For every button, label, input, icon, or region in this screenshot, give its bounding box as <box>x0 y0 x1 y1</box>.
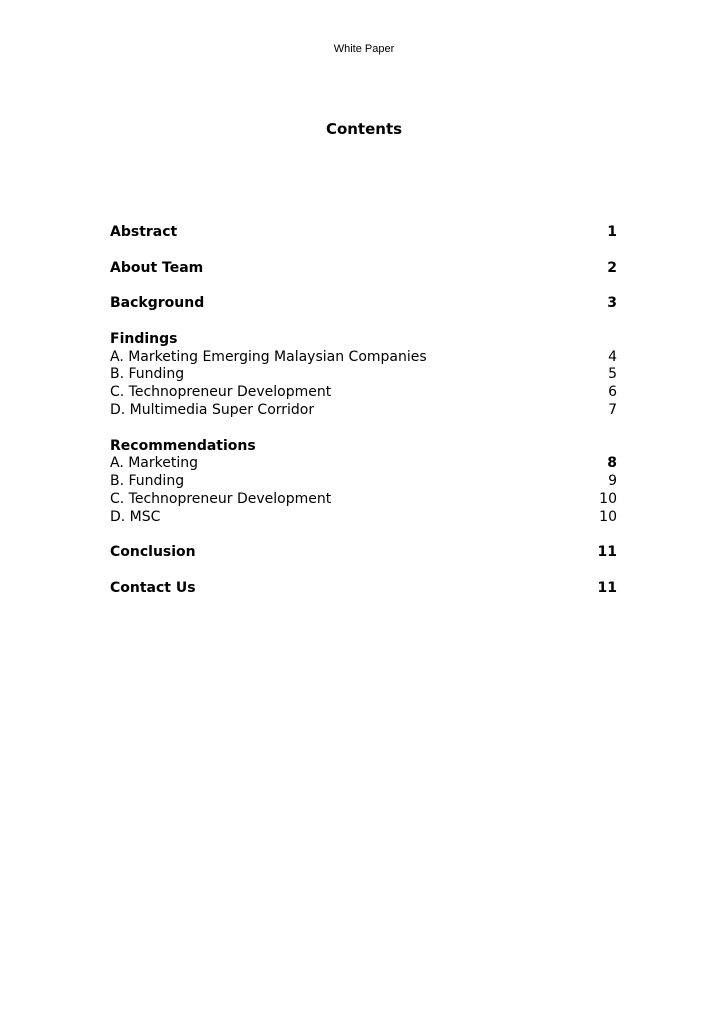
toc-entry-conclusion[interactable] <box>110 544 617 562</box>
toc-page-number: 3 <box>607 295 617 312</box>
toc-page-number: 10 <box>599 508 617 525</box>
toc-entry-label: A. Marketing <box>110 455 199 472</box>
toc-entry-findings-funding[interactable] <box>110 366 617 384</box>
toc-entry-background[interactable] <box>110 295 617 313</box>
toc-entry-findings-msc[interactable] <box>110 402 617 420</box>
toc-page-number: 1 <box>607 224 617 240</box>
page-header: White Paper <box>333 43 395 55</box>
toc-entry-recommendations-msc[interactable] <box>110 509 617 527</box>
toc-page-number: 4 <box>608 348 617 365</box>
toc-entry-label: D. MSC <box>110 508 161 525</box>
toc-section-heading: Findings <box>110 330 178 347</box>
toc-entry-findings-technopreneur[interactable] <box>110 384 617 402</box>
toc-page-number: 7 <box>608 401 617 418</box>
toc-entry-abstract[interactable] <box>110 224 617 242</box>
toc-section-recommendations <box>110 438 617 456</box>
toc-entry-findings-marketing[interactable] <box>110 349 617 367</box>
toc-entry-label: C. Technopreneur Development <box>110 384 332 401</box>
toc-entry-label: A. Marketing Emerging Malaysian Companies <box>110 348 427 365</box>
toc-page-number: 8 <box>607 455 617 472</box>
toc-entry-label: Contact Us <box>110 579 196 596</box>
toc-entry-label: About Team <box>110 259 204 276</box>
toc-page-number: 11 <box>597 544 617 561</box>
toc-entry-recommendations-funding[interactable] <box>110 473 617 491</box>
toc-section-heading: Recommendations <box>110 437 256 454</box>
toc-page-number: 11 <box>597 579 617 596</box>
toc-entry-label: Conclusion <box>110 544 196 561</box>
toc-entry-recommendations-marketing[interactable] <box>110 455 617 473</box>
toc-page-number: 2 <box>607 259 617 276</box>
toc-entry-recommendations-technopreneur[interactable] <box>110 491 617 509</box>
toc-entry-label: Background <box>110 295 205 312</box>
toc-entry-contact-us[interactable] <box>110 580 617 598</box>
toc-page-number: 10 <box>599 490 617 507</box>
toc-entry-label: Abstract <box>110 224 178 240</box>
toc-entry-label: C. Technopreneur Development <box>110 490 332 507</box>
toc-page-number: 5 <box>608 366 617 383</box>
toc-entry-label: B. Funding <box>110 473 185 490</box>
toc-entry-label: B. Funding <box>110 366 185 383</box>
toc-entry-about-team[interactable] <box>110 260 617 278</box>
toc-page-number: 9 <box>608 473 617 490</box>
page-title: Contents <box>325 120 403 138</box>
toc-page-number: 6 <box>608 384 617 401</box>
toc-section-findings <box>110 331 617 349</box>
table-of-contents <box>110 224 617 598</box>
toc-entry-label: D. Multimedia Super Corridor <box>110 401 315 418</box>
